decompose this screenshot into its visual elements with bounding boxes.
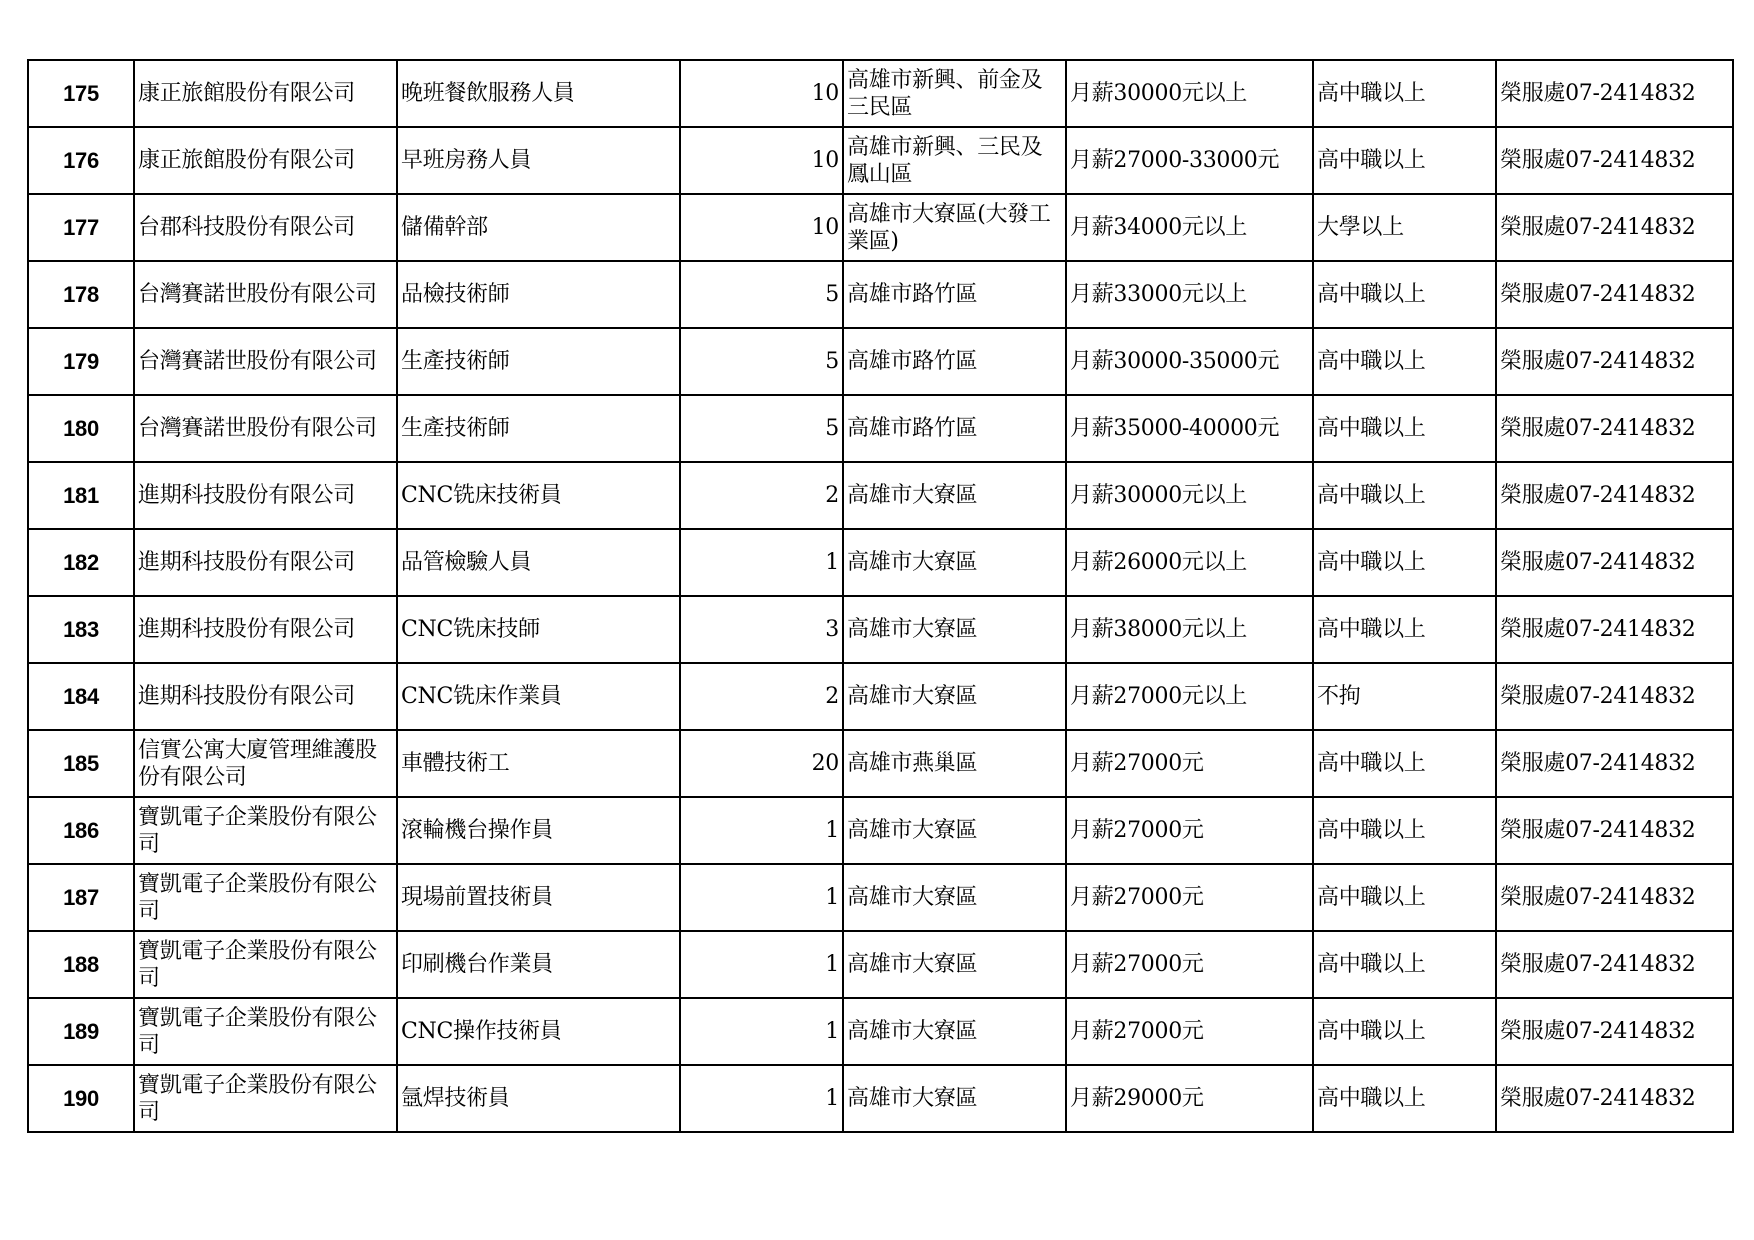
openings-count-cell: 2 bbox=[680, 663, 843, 730]
company-name-cell: 信實公寓大廈管理維護股份有限公司 bbox=[134, 730, 397, 797]
contact-info-cell: 榮服處07-2414832 bbox=[1496, 462, 1733, 529]
salary-cell: 月薪27000元 bbox=[1066, 864, 1313, 931]
salary-cell: 月薪26000元以上 bbox=[1066, 529, 1313, 596]
contact-info-cell: 榮服處07-2414832 bbox=[1496, 797, 1733, 864]
row-number-cell: 180 bbox=[28, 395, 134, 462]
table-row bbox=[28, 261, 1733, 328]
education-requirement-cell: 高中職以上 bbox=[1313, 395, 1496, 462]
row-number-cell: 181 bbox=[28, 462, 134, 529]
company-name-cell: 進期科技股份有限公司 bbox=[134, 529, 397, 596]
job-listing-table bbox=[27, 59, 1734, 1133]
education-requirement-cell: 高中職以上 bbox=[1313, 596, 1496, 663]
job-title-cell: 品管檢驗人員 bbox=[397, 529, 680, 596]
job-title-cell: 晚班餐飲服務人員 bbox=[397, 60, 680, 127]
work-location-cell: 高雄市新興、三民及鳳山區 bbox=[843, 127, 1066, 194]
row-number-cell: 187 bbox=[28, 864, 134, 931]
job-title-cell: 儲備幹部 bbox=[397, 194, 680, 261]
salary-cell: 月薪30000-35000元 bbox=[1066, 328, 1313, 395]
education-requirement-cell: 高中職以上 bbox=[1313, 328, 1496, 395]
company-name-cell: 進期科技股份有限公司 bbox=[134, 596, 397, 663]
work-location-cell: 高雄市路竹區 bbox=[843, 395, 1066, 462]
contact-info-cell: 榮服處07-2414832 bbox=[1496, 328, 1733, 395]
work-location-cell: 高雄市大寮區 bbox=[843, 797, 1066, 864]
education-requirement-cell: 高中職以上 bbox=[1313, 60, 1496, 127]
company-name-cell: 康正旅館股份有限公司 bbox=[134, 60, 397, 127]
education-requirement-cell: 高中職以上 bbox=[1313, 931, 1496, 998]
job-title-cell: 早班房務人員 bbox=[397, 127, 680, 194]
job-title-cell: 滾輪機台操作員 bbox=[397, 797, 680, 864]
contact-info-cell: 榮服處07-2414832 bbox=[1496, 730, 1733, 797]
job-title-cell: CNC铣床作業員 bbox=[397, 663, 680, 730]
row-number-cell: 185 bbox=[28, 730, 134, 797]
contact-info-cell: 榮服處07-2414832 bbox=[1496, 931, 1733, 998]
company-name-cell: 寶凱電子企業股份有限公司 bbox=[134, 864, 397, 931]
contact-info-cell: 榮服處07-2414832 bbox=[1496, 395, 1733, 462]
contact-info-cell: 榮服處07-2414832 bbox=[1496, 998, 1733, 1065]
row-number-cell: 177 bbox=[28, 194, 134, 261]
salary-cell: 月薪29000元 bbox=[1066, 1065, 1313, 1132]
company-name-cell: 進期科技股份有限公司 bbox=[134, 462, 397, 529]
company-name-cell: 台灣賽諾世股份有限公司 bbox=[134, 261, 397, 328]
row-number-cell: 189 bbox=[28, 998, 134, 1065]
work-location-cell: 高雄市大寮區 bbox=[843, 596, 1066, 663]
openings-count-cell: 2 bbox=[680, 462, 843, 529]
salary-cell: 月薪27000元以上 bbox=[1066, 663, 1313, 730]
openings-count-cell: 1 bbox=[680, 529, 843, 596]
education-requirement-cell: 高中職以上 bbox=[1313, 529, 1496, 596]
salary-cell: 月薪30000元以上 bbox=[1066, 60, 1313, 127]
row-number-cell: 178 bbox=[28, 261, 134, 328]
openings-count-cell: 20 bbox=[680, 730, 843, 797]
job-title-cell: 生產技術師 bbox=[397, 395, 680, 462]
education-requirement-cell: 高中職以上 bbox=[1313, 127, 1496, 194]
work-location-cell: 高雄市大寮區 bbox=[843, 529, 1066, 596]
work-location-cell: 高雄市大寮區 bbox=[843, 998, 1066, 1065]
company-name-cell: 台灣賽諾世股份有限公司 bbox=[134, 328, 397, 395]
table-row bbox=[28, 998, 1733, 1065]
education-requirement-cell: 高中職以上 bbox=[1313, 797, 1496, 864]
contact-info-cell: 榮服處07-2414832 bbox=[1496, 261, 1733, 328]
education-requirement-cell: 大學以上 bbox=[1313, 194, 1496, 261]
openings-count-cell: 1 bbox=[680, 864, 843, 931]
openings-count-cell: 10 bbox=[680, 194, 843, 261]
job-title-cell: CNC铣床技術員 bbox=[397, 462, 680, 529]
salary-cell: 月薪27000元 bbox=[1066, 797, 1313, 864]
contact-info-cell: 榮服處07-2414832 bbox=[1496, 864, 1733, 931]
openings-count-cell: 5 bbox=[680, 328, 843, 395]
table-row bbox=[28, 395, 1733, 462]
openings-count-cell: 1 bbox=[680, 1065, 843, 1132]
salary-cell: 月薪34000元以上 bbox=[1066, 194, 1313, 261]
work-location-cell: 高雄市大寮區 bbox=[843, 864, 1066, 931]
education-requirement-cell: 高中職以上 bbox=[1313, 261, 1496, 328]
work-location-cell: 高雄市大寮區 bbox=[843, 931, 1066, 998]
table-row bbox=[28, 596, 1733, 663]
row-number-cell: 175 bbox=[28, 60, 134, 127]
table-row bbox=[28, 663, 1733, 730]
salary-cell: 月薪33000元以上 bbox=[1066, 261, 1313, 328]
job-title-cell: 車體技術工 bbox=[397, 730, 680, 797]
openings-count-cell: 1 bbox=[680, 797, 843, 864]
row-number-cell: 183 bbox=[28, 596, 134, 663]
company-name-cell: 寶凱電子企業股份有限公司 bbox=[134, 1065, 397, 1132]
contact-info-cell: 榮服處07-2414832 bbox=[1496, 60, 1733, 127]
openings-count-cell: 5 bbox=[680, 395, 843, 462]
salary-cell: 月薪35000-40000元 bbox=[1066, 395, 1313, 462]
work-location-cell: 高雄市路竹區 bbox=[843, 261, 1066, 328]
table-row bbox=[28, 1065, 1733, 1132]
salary-cell: 月薪30000元以上 bbox=[1066, 462, 1313, 529]
table-row bbox=[28, 127, 1733, 194]
company-name-cell: 進期科技股份有限公司 bbox=[134, 663, 397, 730]
row-number-cell: 188 bbox=[28, 931, 134, 998]
job-title-cell: 生產技術師 bbox=[397, 328, 680, 395]
education-requirement-cell: 不拘 bbox=[1313, 663, 1496, 730]
openings-count-cell: 10 bbox=[680, 127, 843, 194]
table-row bbox=[28, 529, 1733, 596]
table-row bbox=[28, 60, 1733, 127]
contact-info-cell: 榮服處07-2414832 bbox=[1496, 127, 1733, 194]
row-number-cell: 179 bbox=[28, 328, 134, 395]
company-name-cell: 寶凱電子企業股份有限公司 bbox=[134, 797, 397, 864]
table-row bbox=[28, 864, 1733, 931]
job-rows bbox=[28, 60, 1733, 1132]
salary-cell: 月薪27000-33000元 bbox=[1066, 127, 1313, 194]
job-title-cell: CNC铣床技師 bbox=[397, 596, 680, 663]
work-location-cell: 高雄市大寮區 bbox=[843, 663, 1066, 730]
row-number-cell: 182 bbox=[28, 529, 134, 596]
company-name-cell: 台灣賽諾世股份有限公司 bbox=[134, 395, 397, 462]
education-requirement-cell: 高中職以上 bbox=[1313, 730, 1496, 797]
job-title-cell: 現場前置技術員 bbox=[397, 864, 680, 931]
table-row bbox=[28, 328, 1733, 395]
company-name-cell: 台郡科技股份有限公司 bbox=[134, 194, 397, 261]
table-row bbox=[28, 797, 1733, 864]
work-location-cell: 高雄市燕巢區 bbox=[843, 730, 1066, 797]
contact-info-cell: 榮服處07-2414832 bbox=[1496, 194, 1733, 261]
salary-cell: 月薪27000元 bbox=[1066, 998, 1313, 1065]
education-requirement-cell: 高中職以上 bbox=[1313, 998, 1496, 1065]
openings-count-cell: 5 bbox=[680, 261, 843, 328]
table-row bbox=[28, 730, 1733, 797]
company-name-cell: 寶凱電子企業股份有限公司 bbox=[134, 998, 397, 1065]
education-requirement-cell: 高中職以上 bbox=[1313, 462, 1496, 529]
salary-cell: 月薪27000元 bbox=[1066, 730, 1313, 797]
company-name-cell: 寶凱電子企業股份有限公司 bbox=[134, 931, 397, 998]
table-row bbox=[28, 462, 1733, 529]
salary-cell: 月薪27000元 bbox=[1066, 931, 1313, 998]
row-number-cell: 184 bbox=[28, 663, 134, 730]
row-number-cell: 190 bbox=[28, 1065, 134, 1132]
education-requirement-cell: 高中職以上 bbox=[1313, 864, 1496, 931]
work-location-cell: 高雄市新興、前金及三民區 bbox=[843, 60, 1066, 127]
table-row bbox=[28, 931, 1733, 998]
work-location-cell: 高雄市大寮區 bbox=[843, 1065, 1066, 1132]
openings-count-cell: 10 bbox=[680, 60, 843, 127]
openings-count-cell: 1 bbox=[680, 998, 843, 1065]
contact-info-cell: 榮服處07-2414832 bbox=[1496, 663, 1733, 730]
row-number-cell: 176 bbox=[28, 127, 134, 194]
job-title-cell: 氬焊技術員 bbox=[397, 1065, 680, 1132]
contact-info-cell: 榮服處07-2414832 bbox=[1496, 596, 1733, 663]
contact-info-cell: 榮服處07-2414832 bbox=[1496, 1065, 1733, 1132]
work-location-cell: 高雄市大寮區 bbox=[843, 462, 1066, 529]
work-location-cell: 高雄市路竹區 bbox=[843, 328, 1066, 395]
job-title-cell: 品檢技術師 bbox=[397, 261, 680, 328]
table-row bbox=[28, 194, 1733, 261]
education-requirement-cell: 高中職以上 bbox=[1313, 1065, 1496, 1132]
openings-count-cell: 1 bbox=[680, 931, 843, 998]
job-title-cell: CNC操作技術員 bbox=[397, 998, 680, 1065]
openings-count-cell: 3 bbox=[680, 596, 843, 663]
job-title-cell: 印刷機台作業員 bbox=[397, 931, 680, 998]
salary-cell: 月薪38000元以上 bbox=[1066, 596, 1313, 663]
contact-info-cell: 榮服處07-2414832 bbox=[1496, 529, 1733, 596]
company-name-cell: 康正旅館股份有限公司 bbox=[134, 127, 397, 194]
work-location-cell: 高雄市大寮區(大發工業區) bbox=[843, 194, 1066, 261]
row-number-cell: 186 bbox=[28, 797, 134, 864]
